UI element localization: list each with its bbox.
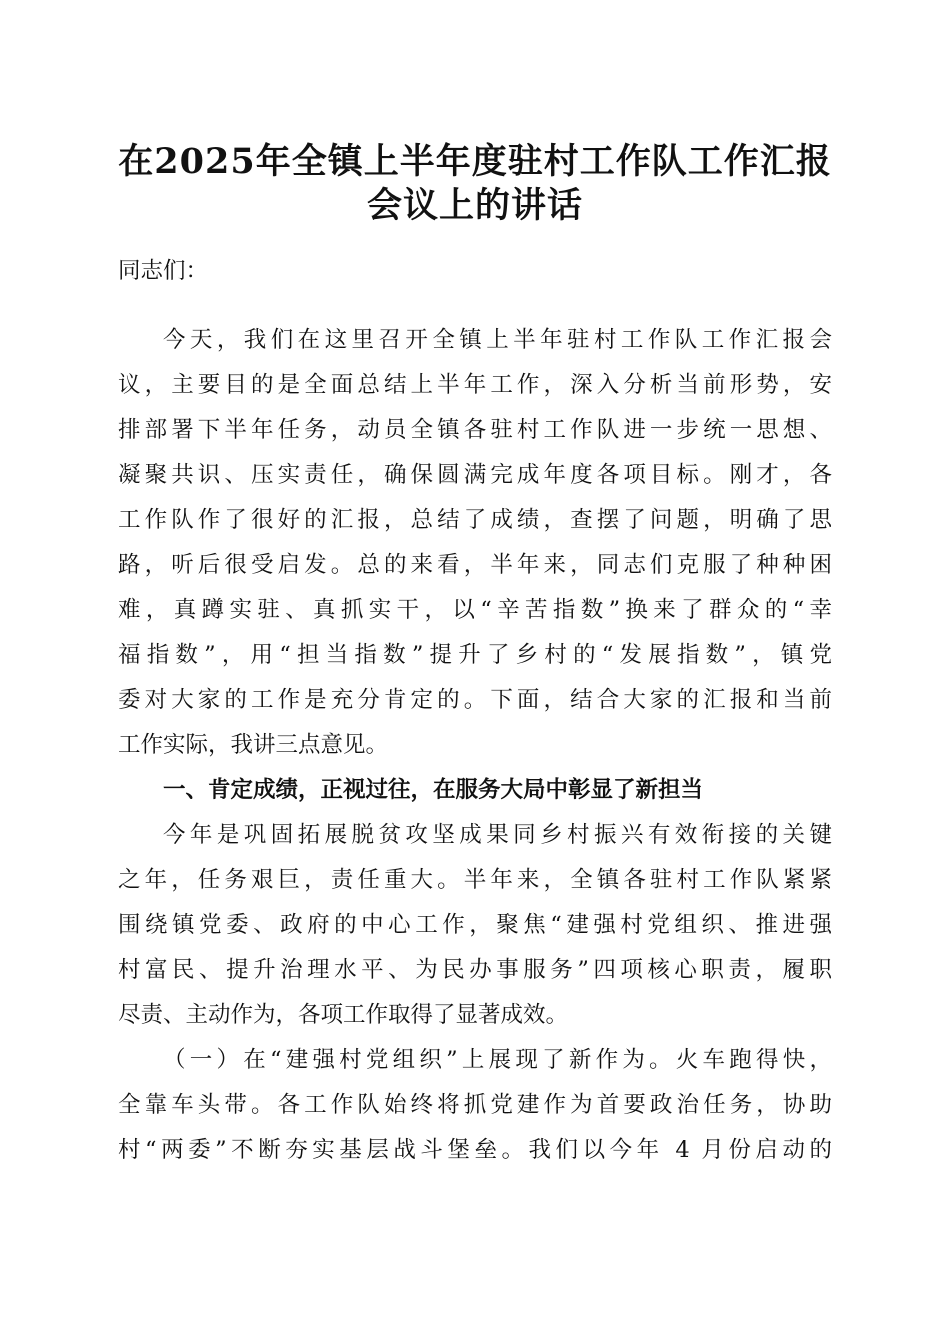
paragraph-line: 今年是巩固拓展脱贫攻坚成果同乡村振兴有效衔接的关键 [163,822,832,848]
paragraph-line: 围绕镇党委、政府的中心工作，聚焦“建强村党组织、推进强 [118,912,832,938]
paragraph-line: 全靠车头带。各工作队始终将抓党建作为首要政治任务，协助 [118,1092,832,1118]
paragraph-line: 凝聚共识、压实责任，确保圆满完成年度各项目标。刚才，各 [118,462,832,488]
paragraph-line: 村富民、提升治理水平、为民办事服务”四项核心职责，履职 [118,957,832,983]
document-title-line-1: 在2025年全镇上半年度驻村工作队工作汇报 [118,141,832,182]
paragraph-line: 委对大家的工作是充分肯定的。下面，结合大家的汇报和当前 [118,687,832,713]
paragraph-line: 难，真蹲实驻、真抓实干，以“辛苦指数”换来了群众的“幸 [118,597,832,623]
section-heading: 一、肯定成绩，正视过往，在服务大局中彰显了新担当 [163,777,704,803]
paragraph-line: 今天，我们在这里召开全镇上半年驻村工作队工作汇报会 [163,327,832,353]
paragraph-line: 之年，任务艰巨，责任重大。半年来，全镇各驻村工作队紧紧 [118,867,832,893]
paragraph-line: 尽责、主动作为，各项工作取得了显著成效。 [118,1002,569,1028]
document-title-line-2: 会议上的讲话 [366,185,583,226]
paragraph-line: （一）在“建强村党组织”上展现了新作为。火车跑得快， [163,1047,832,1073]
paragraph-line: 村“两委”不断夯实基层战斗堡垒。我们以今年 4 月份启动的 [118,1137,832,1163]
salutation: 同志们： [118,258,209,284]
paragraph-line: 议，主要目的是全面总结上半年工作，深入分析当前形势，安 [118,372,832,398]
paragraph-line: 排部署下半年任务，动员全镇各驻村工作队进一步统一思想、 [118,417,832,443]
paragraph-line: 福指数”，用“担当指数”提升了乡村的“发展指数”，镇党 [118,642,832,668]
paragraph-line: 工作实际，我讲三点意见。 [118,732,389,758]
paragraph-line: 路，听后很受启发。总的来看，半年来，同志们克服了种种困 [118,552,832,578]
paragraph-line: 工作队作了很好的汇报，总结了成绩，查摆了问题，明确了思 [118,507,832,533]
